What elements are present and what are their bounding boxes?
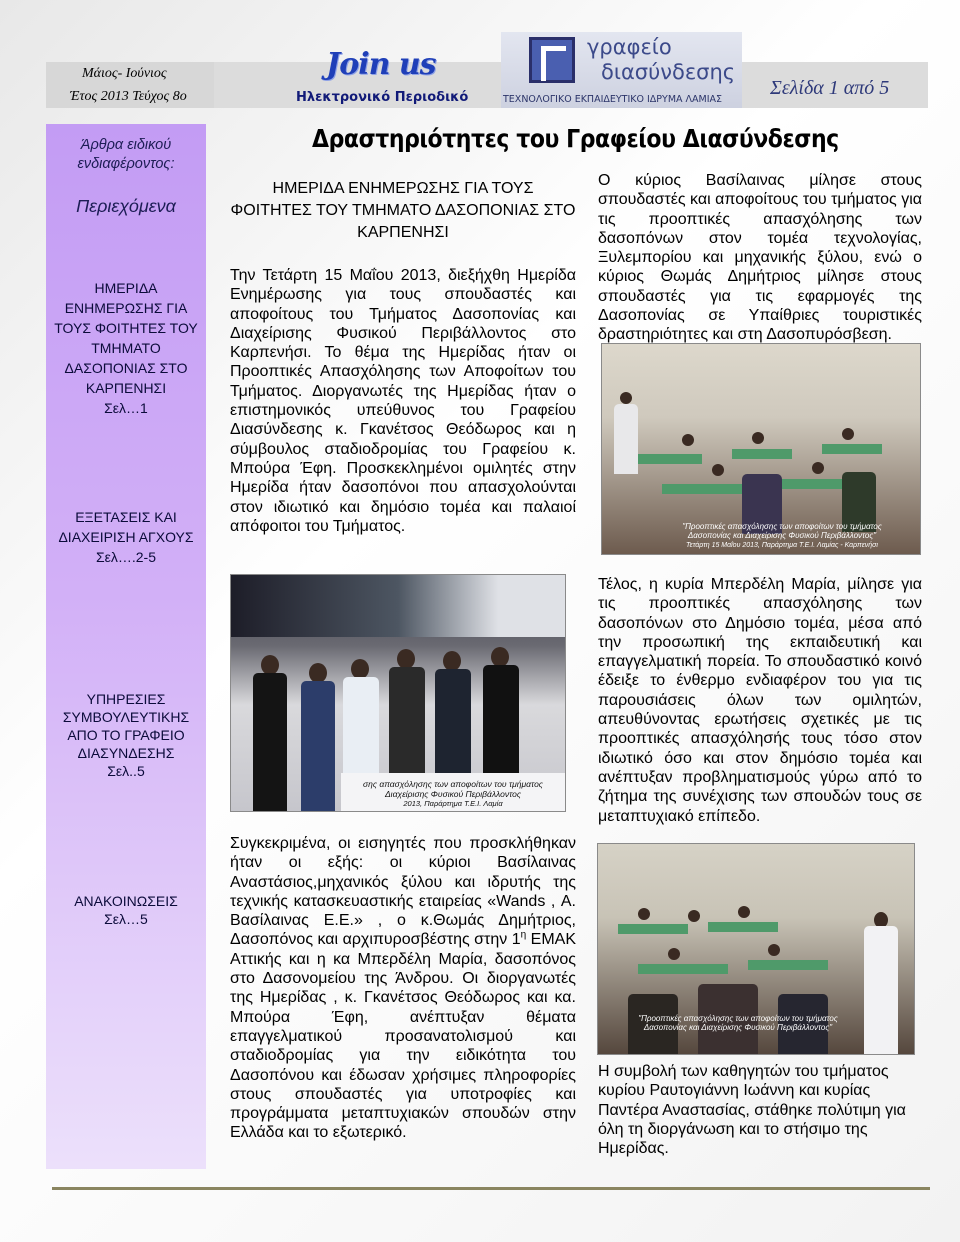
sidebar-item-page: Σελ..5 <box>107 763 145 779</box>
brand-subtitle: Ηλεκτρονικό Περιοδικό <box>296 90 469 105</box>
bottom-divider <box>52 1187 930 1190</box>
issue-date: Μάιος- Ιούνιος <box>82 66 167 81</box>
issue-box <box>46 62 214 108</box>
sidebar-item-label: ΑΝΑΚΟΙΝΩΣΕΙΣ <box>74 893 178 909</box>
article-paragraph-4: Τέλος, η κυρία Μπερδέλη Μαρία, μίλησε για τις προοπτικές απασχόλησης των δασοπόνων στο Δημόσιο τομέα, μέσα από την προσωπική της εκπαιδευτική και επαγγελματική πορεία. Το σπουδαστικό κοινό έδειξε το ένθερμο ενδιαφέρον του για τις παρουσιάσεις όλων των ομιλητών, απευθύνοντας ερωτήσεις σχετικές με τις προοπτικές απασχόλησής τους τόσο στον ιδιωτικό όσο και στον δημόσιο τομέα και ανέπτυξαν προβληματισμούς γύρω από το ζήτημα της συνέχισης των σπουδών τους σε μεταπτυχιακό επίπεδο. <box>598 576 922 825</box>
article-paragraph-1: Την Τετάρτη 15 Μαΐου 2013, διεξήχθη Ημερίδα Ενημέρωσης για τους σπουδαστές και αποφοίτους του Τμήματος Δασοπονίας και Διαχείρισης Φυσικού Περιβάλλοντος στο Καρπενήσι. Το θέμα της Ημερίδας ήταν οι Προοπτικές Απασχόλησης των Αποφοίτων του Τμήματος. Διοργανωτές της Ημερίδας ήταν ο επιστημονικός υπεύθυνος του Γραφείου Διασύνδεσης κ. Γκανέτσος Θεόδωρος και η σύμβουλος σταδιοδρομίας του Γραφείου κ. Μπούρα Έφη. Προσκεκλημένοι ομιλητές στην Ημερίδα ήταν δασοπόνοι που απασχολούνται στον ιδιωτικό και δημόσιο τομέα και παλαιοί απόφοιτοι του Τμήματος. <box>230 267 576 535</box>
brand-logo-text: Join us <box>326 47 436 82</box>
sidebar-item-hmerida[interactable] <box>46 278 206 418</box>
paragraph-3-part-a: Συγκεκριμένα, οι εισηγητές που προσκλήθηκαν ήταν οι εξής: οι κύριοι Βασίλαινας Αναστάσιος,μηχανικός ξύλου και ιδρυτής της τεχνικής κατασκευαστικής εταιρείας «Wands , Α. Βασίλαινας Ε.Ε.» , ο κ.Θωμάς Δημήτριος, Δασοπόνος και αρχιπυροσβέστης στην 1 <box>230 835 576 949</box>
sidebar-special-interest: Άρθρα ειδικού ενδιαφέροντος: <box>77 137 175 172</box>
liaison-office-logo <box>501 32 742 108</box>
photo-caption: "Προοπτικές απασχόλησης των αποφοίτων του τμήματος Δασοπονίας και Διαχείρισης Φυσικού Περιβάλλοντος" <box>682 522 882 540</box>
article-subheading: ΗΜΕΡΙΔΑ ΕΝΗΜΕΡΩΣΗΣ ΓΙΑ ΤΟΥΣ ΦΟΙΤΗΤΕΣ ΤΟΥ ΤΜΗΜΑΤΟ ΔΑΣΟΠΟΝΙΑΣ ΣΤΟ ΚΑΡΠΕΝΗΣΙ <box>230 180 576 241</box>
paragraph-3-part-b: ΕΜΑΚ Αττικής και η κα Μπερδέλη Μαρία, δασοπόνος στο Δασονομείου της Άνδρου. Οι διοργανωτές της Ημερίδας , κ. Γκανέτσος Θεόδωρος και κα. Μπούρα Έφη, ανέπτυξαν θέματα επαγγελματικού προσανατολισμού και σταδιοδρομίας για την ειδικότητα του Δασοπόνου και έδωσαν χρήσιμες πληροφορίες στους σπουδαστές για υποτροφίες και προγράμματα μεταπτυχιακών σπουδών στην Ελλάδα και το εξωτερικό. <box>230 931 576 1142</box>
sidebar-item-exams[interactable] <box>46 507 206 567</box>
article-title: Δραστηριότητες του Γραφείου Διασύνδεσης <box>312 124 839 153</box>
photo-classroom-2 <box>597 843 915 1055</box>
page-indicator: Σελίδα 1 από 5 <box>770 77 890 99</box>
sidebar-item-page: Σελ…5 <box>104 911 148 927</box>
article-paragraph-3 <box>230 834 576 1143</box>
logo-caption: ΤΕΧΝΟΛΟΓΙΚΟ ΕΚΠΑΙΔΕΥΤΙΚΟ ΙΔΡΥΜΑ ΛΑΜΙΑΣ <box>503 94 723 105</box>
article-paragraph-2: Ο κύριος Βασίλαινας μίλησε στους σπουδαστές και αποφοίτους του τμήματος για τις προοπτικές απασχόλησης των δασοπόνων στον τομέα τεχνολογίας, Ξυλεμπορίου και μηχανικής ξύλου, ενώ ο κύριος Θωμάς Δημήτριος μίλησε στους σπουδαστές για τις εφαρμογές της Δασοπονίας σε Υπαίθριες τουριστικές δραστηριότητες και στη Δασοπυρόσβεση. <box>598 172 922 344</box>
sidebar-item-page: Σελ….2-5 <box>95 549 157 565</box>
logo-line2: διασύνδεσης <box>601 60 736 84</box>
sidebar-item-label: ΕΞΕΤΑΣΕΙΣ ΚΑΙ ΔΙΑΧΕΙΡΙΣΗ ΑΓΧΟΥΣ <box>58 509 194 545</box>
photo-classroom-1 <box>601 343 921 555</box>
sidebar-item-label: ΗΜΕΡΙΔΑ ΕΝΗΜΕΡΩΣΗΣ ΓΙΑ ΤΟΥΣ ΦΟΙΤΗΤΕΣ ΤΟΥ ΤΜΗΜΑΤΟ ΔΑΣΟΠΟΝΙΑΣ ΣΤΟ ΚΑΡΠΕΝΗΣΙ <box>54 280 198 396</box>
sidebar-item-label: ΥΠΗΡΕΣΙΕΣ ΣΥΜΒΟΥΛΕΥΤΙΚΗΣ ΑΠΟ ΤΟ ΓΡΑΦΕΙΟ ΔΙΑΣΥΝΔΕΣΗΣ <box>62 691 190 761</box>
sidebar-contents-title: Περιεχόμενα <box>76 196 176 216</box>
photo-date: Τετάρτη 15 Μαΐου 2013, Παράρτημα Τ.Ε.Ι. Λαμίας - Καρπενήσι <box>686 542 878 549</box>
sidebar-item-services[interactable] <box>46 690 206 780</box>
photo-date: 2013, Παράρτημα Τ.Ε.Ι. Λαμία <box>403 799 503 808</box>
sidebar <box>46 124 206 1169</box>
logo-mark-icon <box>529 37 575 83</box>
sidebar-item-announcements[interactable] <box>46 892 206 928</box>
photo-speakers-group <box>230 574 566 812</box>
ordinal-superscript: η <box>520 930 527 942</box>
article-paragraph-5: Η συμβολή των καθηγητών του τμήματος κυρίου Ραυτογιάννη Ιωάννη και κυρίας Παντέρα Αναστασίας, στάθηκε πολύτιμη για όλη τη διοργάνωση και το στήσιμο της Ημερίδας. <box>598 1063 906 1158</box>
issue-number: Έτος 2013 Τεύχος 8ο <box>70 89 187 104</box>
photo-caption: "Προοπτικές απασχόλησης των αποφοίτων του τμήματος Δασοπονίας και Διαχείρισης Φυσικού Περιβάλλοντος" <box>638 1014 838 1032</box>
sidebar-item-page: Σελ…1 <box>104 400 148 416</box>
logo-line1: γραφείο <box>587 35 672 59</box>
photo-caption: σης απασχόλησης των αποφοίτων του τμήματος Διαχείρισης Φυσικού Περιβάλλοντος <box>363 779 543 799</box>
